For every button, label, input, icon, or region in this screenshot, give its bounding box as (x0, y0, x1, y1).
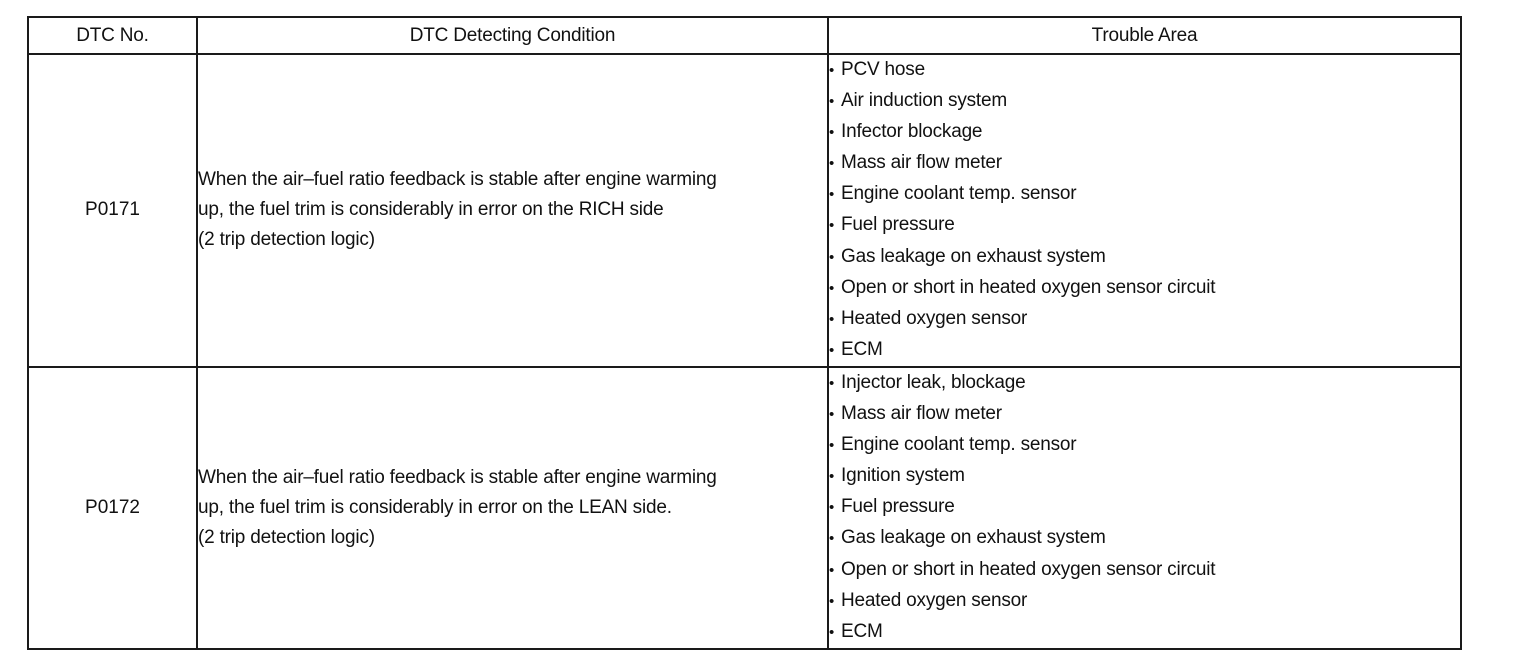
list-item (829, 461, 1460, 492)
trouble-area-list (829, 368, 1460, 648)
table-row (28, 367, 1461, 649)
trouble-area-cell (828, 367, 1461, 649)
bullet-icon: • (829, 406, 835, 424)
trouble-area-item: PCV hose (841, 59, 925, 80)
header-trouble-area: Trouble Area (828, 17, 1461, 54)
bullet-icon: • (829, 561, 835, 579)
list-item (829, 55, 1460, 86)
list-item (829, 586, 1460, 617)
bullet-icon: • (829, 437, 835, 455)
trouble-area-item: ECM (841, 620, 883, 642)
trouble-area-item: Gas leakage on exhaust system (841, 245, 1106, 267)
list-item (829, 368, 1460, 399)
bullet-icon: • (829, 623, 835, 641)
trouble-area-item: Gas leakage on exhaust system (841, 527, 1106, 549)
trouble-area-cell (828, 54, 1461, 367)
bullet-icon: • (829, 217, 835, 235)
trouble-area-list (829, 55, 1460, 366)
trouble-area-item: Mass air flow meter (841, 403, 1002, 425)
condition-line: When the air–fuel ratio feedback is stable after engine warming (198, 466, 717, 488)
list-item (829, 242, 1460, 273)
list-item (829, 399, 1460, 430)
list-item (829, 617, 1460, 648)
list-item (829, 210, 1460, 241)
bullet-icon: • (829, 186, 835, 204)
bullet-icon: • (829, 341, 835, 359)
bullet-icon: • (829, 468, 835, 486)
trouble-area-item: Ignition system (841, 465, 965, 487)
bullet-icon: • (829, 310, 835, 328)
bullet-icon: • (829, 93, 835, 111)
trouble-area-item: Heated oxygen sensor (841, 589, 1028, 611)
dtc-table (27, 16, 1462, 650)
trouble-area-item: Heated oxygen sensor (841, 307, 1028, 329)
dtc-code: P0172 (28, 367, 197, 649)
bullet-icon: • (829, 279, 835, 297)
condition-line: (2 trip detection logic) (198, 229, 375, 251)
bullet-icon: • (829, 155, 835, 173)
trouble-area-item: Fuel pressure (841, 214, 955, 236)
list-item (829, 555, 1460, 586)
list-item (829, 430, 1460, 461)
dtc-code: P0171 (28, 54, 197, 367)
bullet-icon: • (829, 62, 835, 79)
bullet-icon: • (829, 592, 835, 610)
list-item (829, 523, 1460, 554)
list-item (829, 117, 1460, 148)
condition-line: up, the fuel trim is considerably in error on the RICH side (198, 199, 664, 221)
trouble-area-item: Air induction system (841, 90, 1008, 112)
header-row (28, 17, 1461, 54)
list-item (829, 86, 1460, 117)
trouble-area-item: Open or short in heated oxygen sensor circuit (841, 276, 1216, 298)
trouble-area-item: Open or short in heated oxygen sensor circuit (841, 558, 1216, 580)
list-item (829, 492, 1460, 523)
bullet-icon: • (829, 499, 835, 517)
table-row (28, 54, 1461, 367)
trouble-area-item: Injector leak, blockage (841, 371, 1026, 393)
trouble-area-item: Mass air flow meter (841, 152, 1002, 174)
bullet-icon: • (829, 124, 835, 142)
list-item (829, 304, 1460, 335)
condition-line: When the air–fuel ratio feedback is stable after engine warming (198, 169, 717, 191)
header-detecting-condition: DTC Detecting Condition (197, 17, 828, 54)
list-item (829, 148, 1460, 179)
detecting-condition (197, 367, 828, 649)
list-item (829, 273, 1460, 304)
list-item (829, 335, 1460, 366)
condition-line: up, the fuel trim is considerably in error on the LEAN side. (198, 496, 672, 518)
detecting-condition (197, 54, 828, 367)
bullet-icon: • (829, 374, 835, 392)
header-dtc-no: DTC No. (28, 17, 197, 54)
list-item (829, 179, 1460, 210)
condition-line: (2 trip detection logic) (198, 526, 375, 548)
trouble-area-item: Engine coolant temp. sensor (841, 434, 1077, 456)
bullet-icon: • (829, 248, 835, 266)
trouble-area-item: Fuel pressure (841, 496, 955, 518)
trouble-area-item: Engine coolant temp. sensor (841, 183, 1077, 205)
bullet-icon: • (829, 530, 835, 548)
trouble-area-item: Infector blockage (841, 121, 983, 143)
trouble-area-item: ECM (841, 338, 883, 360)
